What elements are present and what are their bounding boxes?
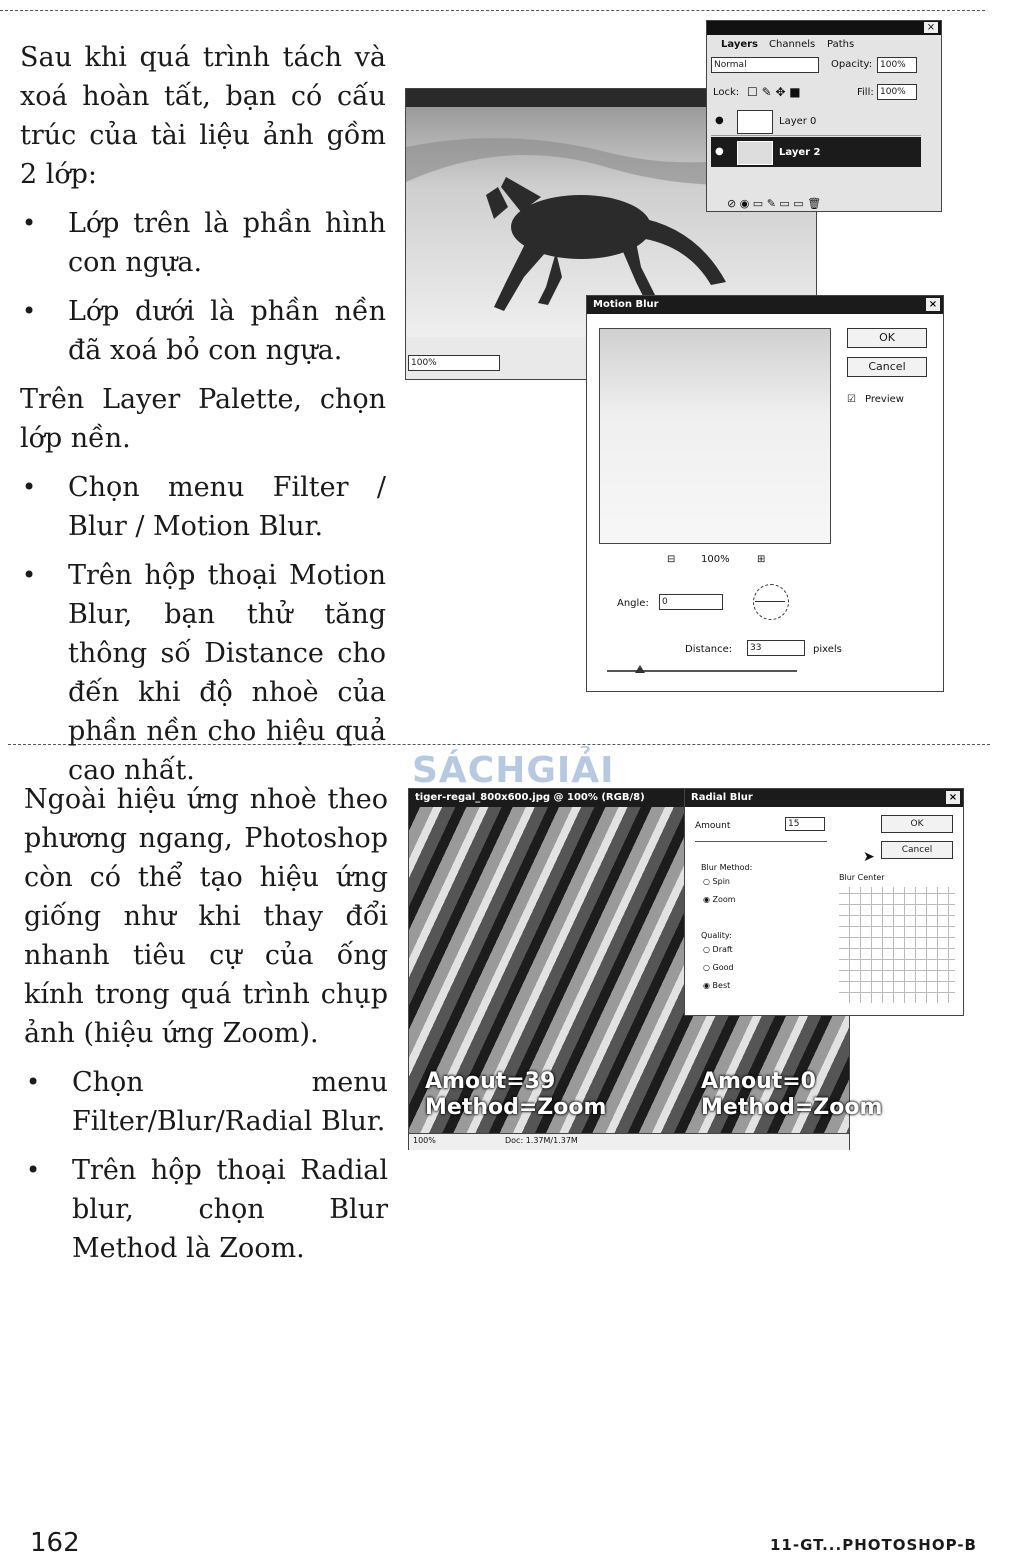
- watermark-logo: SÁCHGIẢI: [412, 750, 615, 791]
- angle-dial-needle: [755, 601, 785, 602]
- list-item: • Lớp dưới là phần nền đã xoá bỏ con ngựa.: [20, 292, 386, 370]
- cursor-icon: ➤: [863, 849, 875, 865]
- layer-row[interactable]: [711, 107, 921, 136]
- distance-label: Distance:: [685, 644, 733, 655]
- close-icon[interactable]: ×: [926, 298, 940, 311]
- opacity-field[interactable]: 100%: [877, 57, 917, 73]
- list-item: • Trên hộp thoại Radial blur, chọn Blur Method là Zoom.: [24, 1151, 388, 1268]
- list-item: • Lớp trên là phần hình con ngựa.: [20, 204, 386, 282]
- radio-zoom[interactable]: ◉ Zoom: [703, 895, 736, 904]
- tab-channels[interactable]: Channels: [769, 39, 816, 50]
- amount-field[interactable]: 15: [785, 817, 825, 831]
- palette-footer-icons[interactable]: ⊘ ◉ ▭ ✎ ▭ ▭ 🗑: [727, 197, 822, 210]
- eye-icon[interactable]: ●: [715, 115, 724, 126]
- angle-label: Angle:: [617, 598, 649, 609]
- palette-close-icon[interactable]: ×: [924, 22, 938, 33]
- zoom-in-icon[interactable]: ⊞: [757, 554, 766, 565]
- section1-intro: Sau khi quá trình tách và xoá hoàn tất, bạn có cấu trúc của tài liệu ảnh gồm 2 lớp:: [20, 42, 386, 190]
- preview-checkbox[interactable]: ☑: [847, 394, 856, 405]
- radial-blur-titlebar: [685, 789, 963, 807]
- list-item: • Chọn menu Filter / Blur / Motion Blur.: [20, 468, 386, 546]
- layer-thumbnail: [737, 141, 773, 165]
- preview-label: Preview: [865, 394, 904, 405]
- tiger-status-bar: [409, 1133, 849, 1150]
- layer-name: Layer 2: [779, 147, 821, 158]
- distance-field[interactable]: 33: [747, 640, 805, 656]
- ok-button[interactable]: OK: [881, 815, 953, 833]
- radio-best[interactable]: ◉ Best: [703, 981, 731, 990]
- motion-blur-titlebar: [587, 296, 943, 314]
- list-item: • Chọn menu Filter/Blur/Radial Blur.: [24, 1063, 388, 1141]
- quality-label: Quality:: [701, 931, 732, 940]
- section2-text: [24, 780, 388, 1278]
- fill-field[interactable]: 100%: [877, 84, 917, 100]
- horse-zoom-field[interactable]: 100%: [408, 355, 500, 371]
- radio-good[interactable]: ○ Good: [703, 963, 734, 972]
- overlay-method-right: Method=Zoom: [701, 1095, 883, 1120]
- amount-slider-track[interactable]: [695, 841, 827, 842]
- fill-label: Fill:: [857, 87, 874, 98]
- tiger-doc-info: Doc: 1.37M/1.37M: [505, 1136, 578, 1145]
- layer-row-selected[interactable]: [711, 137, 921, 167]
- layers-palette: [706, 20, 942, 212]
- angle-field[interactable]: 0: [659, 594, 723, 610]
- radio-draft[interactable]: ○ Draft: [703, 945, 733, 954]
- section1-para2: Trên Layer Palette, chọn lớp nền.: [20, 384, 386, 454]
- zoom-out-icon[interactable]: ⊟: [667, 554, 676, 565]
- motion-blur-preview: [599, 328, 831, 544]
- overlay-amount-left: Amout=39: [425, 1069, 556, 1094]
- layer-thumbnail: [737, 110, 773, 134]
- book-code: 11-GT...PHOTOSHOP-B: [770, 1536, 977, 1554]
- blend-mode-select[interactable]: Normal: [711, 57, 819, 73]
- overlay-amount-right: Amout=0: [701, 1069, 816, 1094]
- overlay-method-left: Method=Zoom: [425, 1095, 607, 1120]
- cancel-button[interactable]: Cancel: [881, 841, 953, 859]
- section1-text: [20, 38, 386, 800]
- section2-intro: Ngoài hiệu ứng nhoè theo phương ngang, Photoshop còn có thể tạo hiệu ứng giống như khi thay đổi nhanh tiêu cự của ống kính trong quá trình chụp ảnh (hiệu ứng Zoom).: [24, 784, 388, 1049]
- list-item: • Trên hộp thoại Motion Blur, bạn thử tăng thông số Distance cho đến khi độ nhoè của phần nền cho hiệu quả cao nhất.: [20, 556, 386, 790]
- lock-label: Lock:: [713, 87, 740, 98]
- close-icon[interactable]: ×: [946, 791, 960, 804]
- tiger-window-title: tiger-regal_800x600.jpg @ 100% (RGB/8): [415, 792, 645, 803]
- blur-method-label: Blur Method:: [701, 863, 753, 872]
- radio-spin[interactable]: ○ Spin: [703, 877, 730, 886]
- angle-dial[interactable]: [753, 584, 789, 620]
- page-number: 162: [30, 1528, 80, 1558]
- top-rule: [0, 10, 985, 11]
- layer-name: Layer 0: [779, 116, 817, 127]
- motion-blur-title: Motion Blur: [593, 299, 659, 310]
- amount-label: Amount: [695, 821, 731, 831]
- blur-center-label: Blur Center: [839, 873, 885, 882]
- blur-center-grid[interactable]: [839, 887, 955, 1003]
- opacity-label: Opacity:: [831, 59, 873, 70]
- eye-icon[interactable]: ●: [715, 146, 724, 157]
- tiger-zoom[interactable]: 100%: [413, 1136, 436, 1145]
- cancel-button[interactable]: Cancel: [847, 357, 927, 377]
- lock-icons[interactable]: ☐ ✎ ✥ ■: [747, 85, 801, 99]
- distance-slider-thumb[interactable]: [635, 665, 645, 673]
- motion-blur-dialog: [586, 295, 944, 692]
- preview-zoom: 100%: [701, 554, 730, 565]
- radial-blur-title: Radial Blur: [691, 792, 753, 803]
- radial-blur-dialog: [684, 788, 964, 1016]
- tab-paths[interactable]: Paths: [827, 39, 855, 50]
- ok-button[interactable]: OK: [847, 328, 927, 348]
- tab-layers[interactable]: Layers: [721, 39, 758, 50]
- distance-unit: pixels: [813, 644, 842, 655]
